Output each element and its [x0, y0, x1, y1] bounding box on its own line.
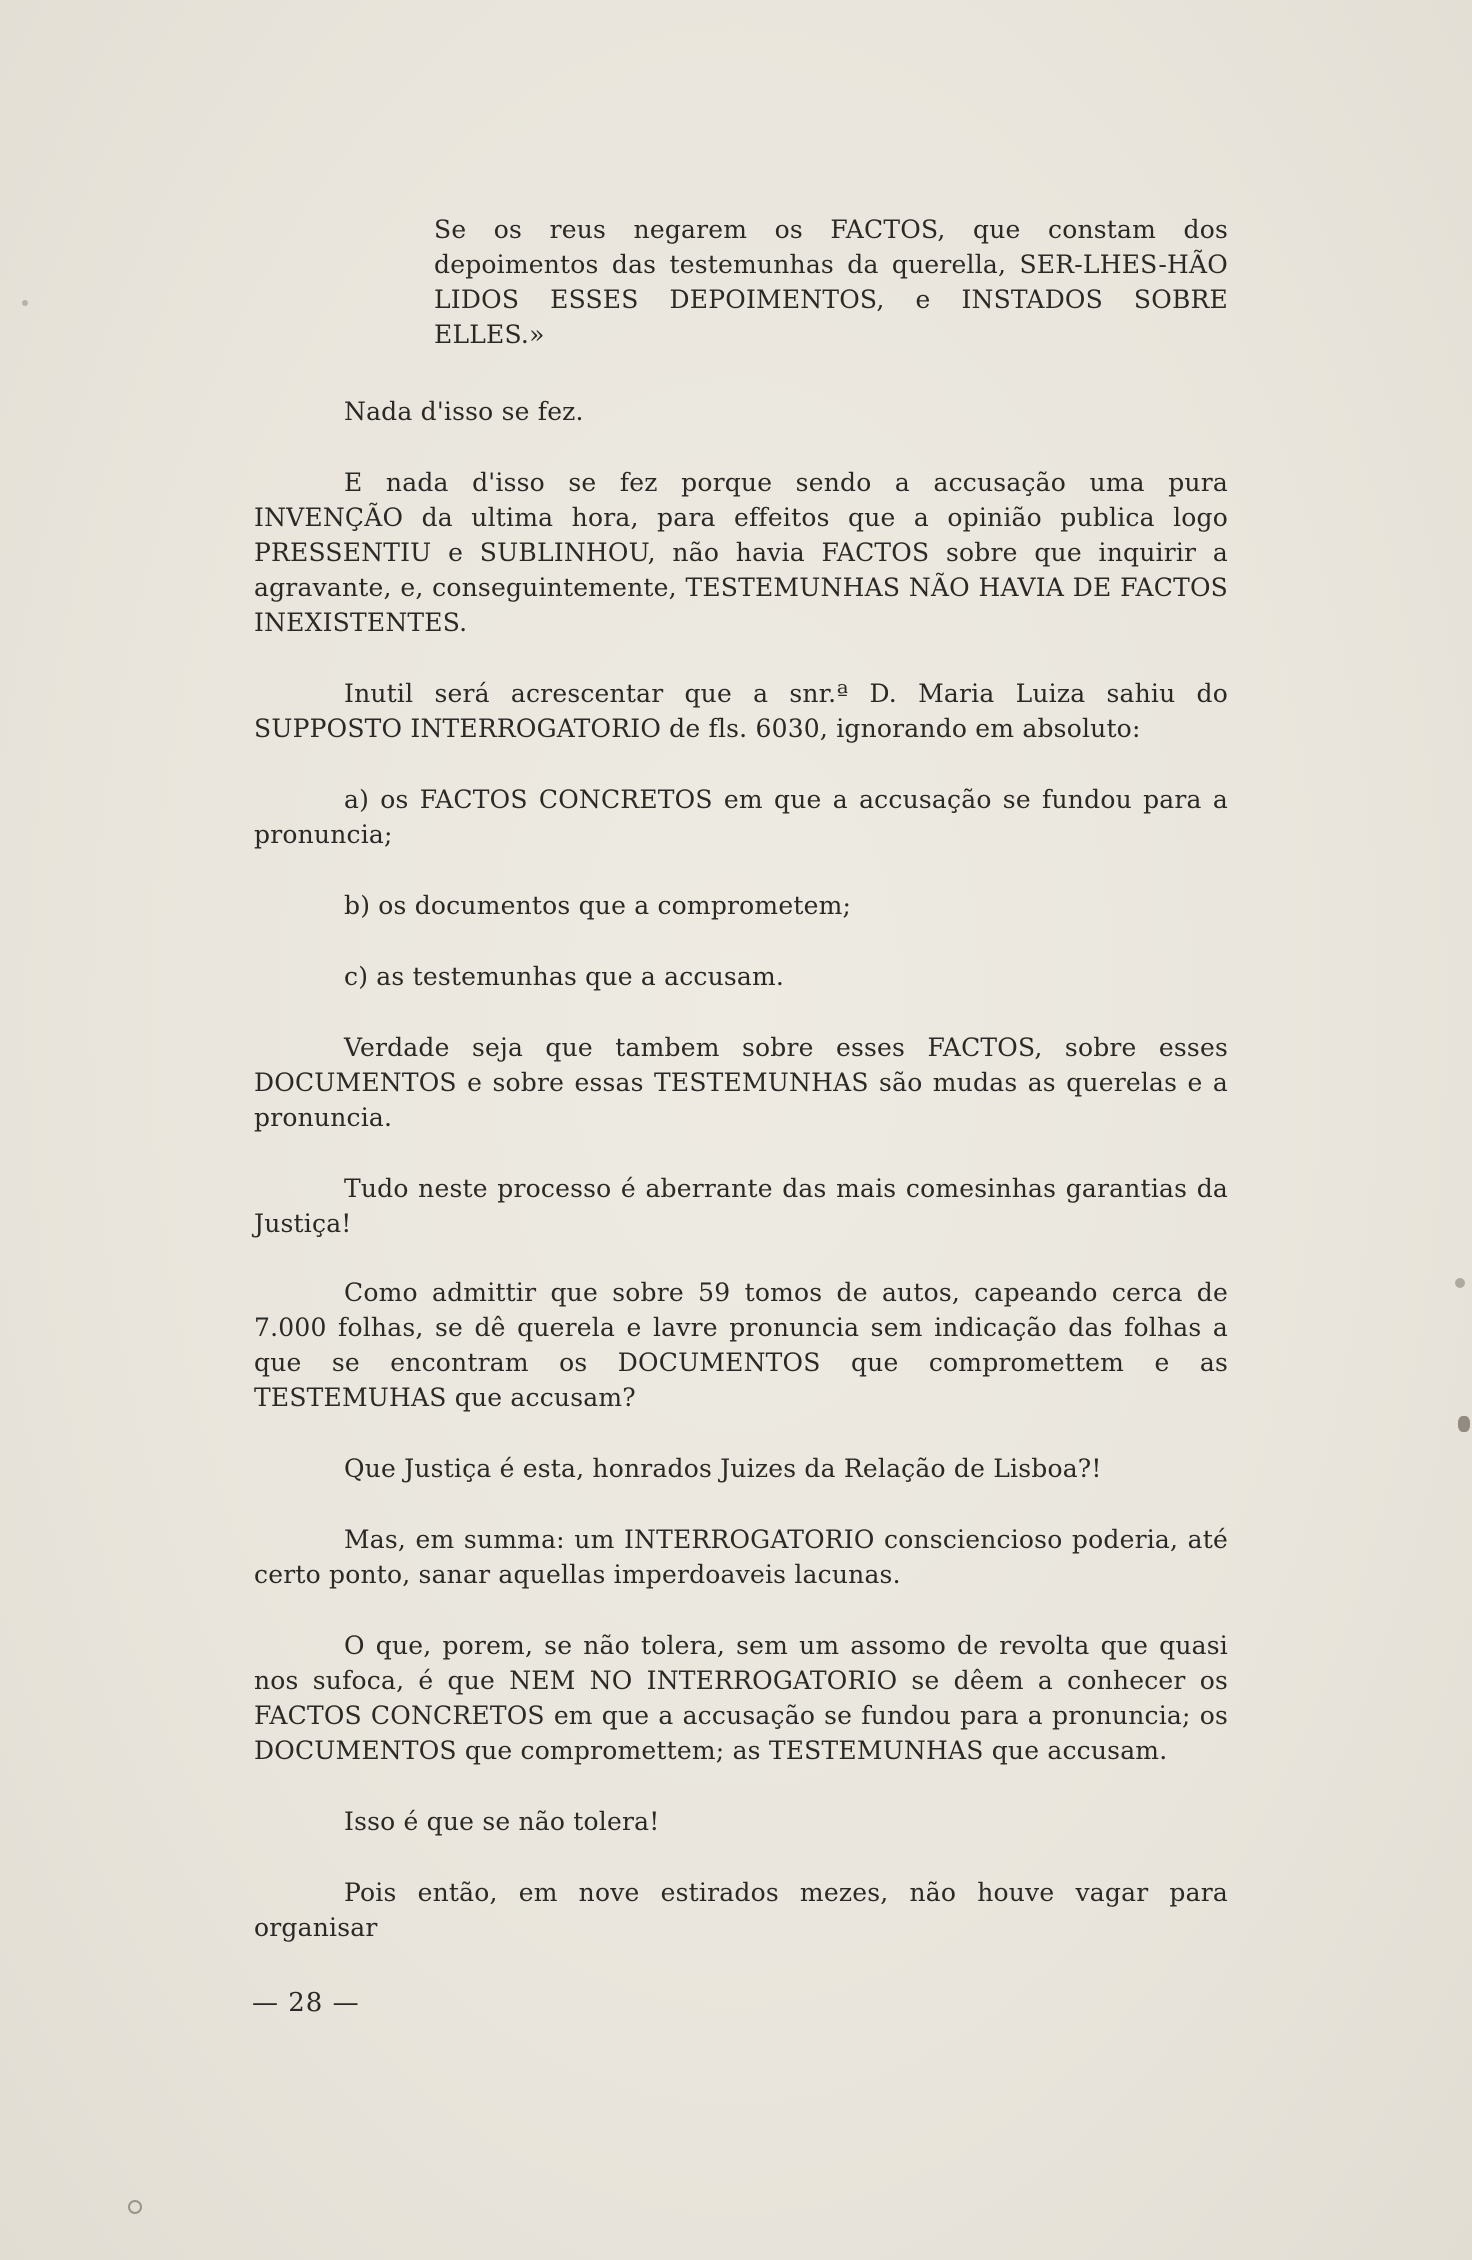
list-item-a: a) os FACTOS CONCRETOS em que a accusação se fundou para a pronuncia;	[254, 785, 1228, 849]
page-number: — 28 —	[252, 1988, 360, 2018]
paragraph: Mas, em summa: um INTERROGATORIO consciencioso poderia, até certo ponto, sanar aquellas imperdoaveis lacunas.	[254, 1525, 1228, 1589]
paragraph: Tudo neste processo é aberrante das mais comesinhas garantias da Justiça!	[254, 1174, 1228, 1238]
paragraph: Inutil será acrescentar que a snr.ª D. Maria Luiza sahiu do SUPPOSTO INTERROGATORIO de fls. 6030, ignorando em absoluto:	[254, 679, 1228, 743]
paragraph: Como admittir que sobre 59 tomos de autos, capeando cerca de 7.000 folhas, se dê querela e lavre pronuncia sem indicação das folhas a que se encontram os DOCUMENTOS que compromettem e as TESTEMUHAS que accusam?	[254, 1278, 1228, 1412]
paragraph: Isso é que se não tolera!	[344, 1807, 660, 1836]
paragraph: Verdade seja que tambem sobre esses FACTOS, sobre esses DOCUMENTOS e sobre essas TESTEMUNHAS são mudas as querelas e a pronuncia.	[254, 1033, 1228, 1132]
paper-speck	[22, 300, 28, 306]
paragraph: Que Justiça é esta, honrados Juizes da Relação de Lisboa?!	[344, 1454, 1102, 1483]
paragraph: Pois então, em nove estirados mezes, não houve vagar para organisar	[254, 1878, 1228, 1942]
paper-speck	[1458, 1416, 1470, 1432]
paragraph: Nada d'isso se fez.	[344, 397, 584, 426]
paragraph: E nada d'isso se fez porque sendo a accusação uma pura INVENÇÃO da ultima hora, para effeitos que a opinião publica logo PRESSENTIU e SUBLINHOU, não havia FACTOS sobre que inquirir a agravante, e, conseguintemente, TESTEMUNHAS NÃO HAVIA DE FACTOS INEXISTENTES.	[254, 468, 1228, 637]
paper-speck	[1455, 1278, 1465, 1288]
paragraph: O que, porem, se não tolera, sem um assomo de revolta que quasi nos sufoca, é que NEM NO INTERROGATORIO se dêem a conhecer os FACTOS CONCRETOS em que a accusação se fundou para a pronuncia; os DOCUMENTOS que compromettem; as TESTEMUNHAS que accusam.	[254, 1631, 1228, 1765]
list-item-b: b) os documentos que a comprometem;	[344, 891, 852, 920]
paragraph: Se os reus negarem os FACTOS, que constam dos depoimentos das testemunhas da querella, SER-LHES-HÃO LIDOS ESSES DEPOIMENTOS, e INSTADOS SOBRE ELLES.»	[434, 215, 1228, 349]
body-text	[254, 212, 1228, 1945]
list-item-c: c) as testemunhas que a accusam.	[344, 962, 785, 991]
paper-speck	[128, 2200, 142, 2214]
